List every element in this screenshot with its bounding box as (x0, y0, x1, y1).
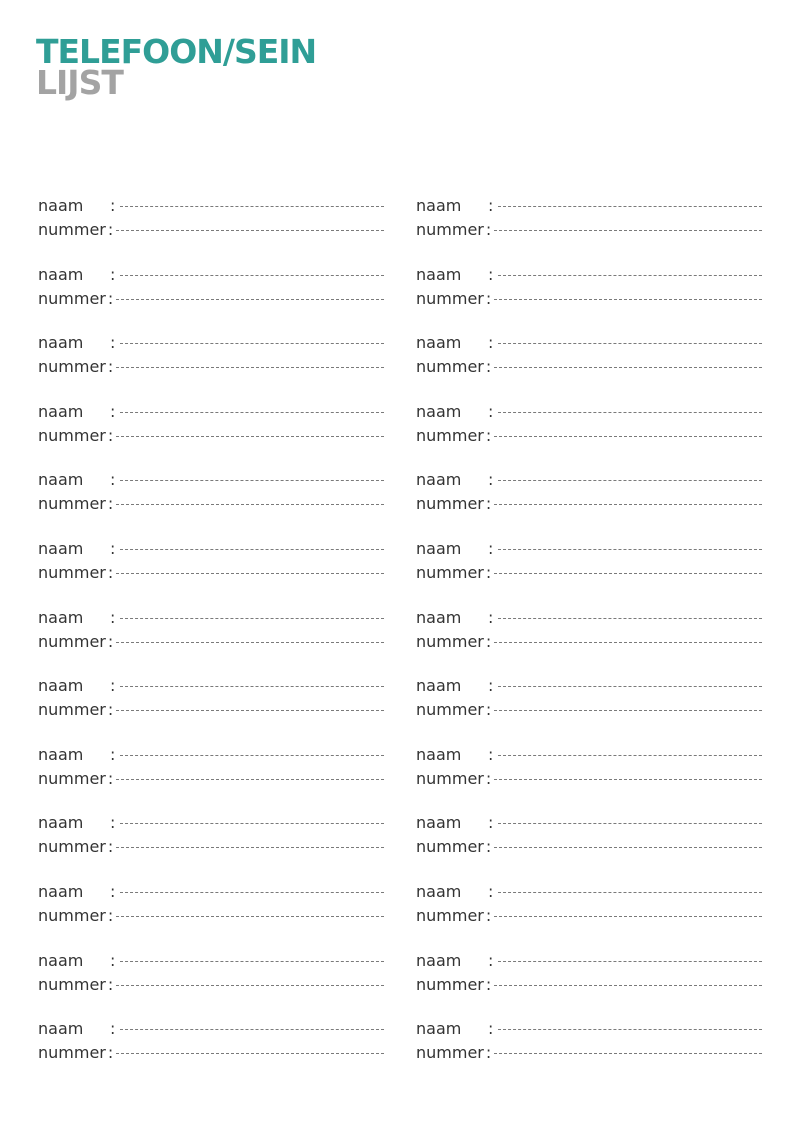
name-row (416, 1019, 762, 1043)
number-label: nummer (38, 494, 106, 514)
name-row (416, 196, 762, 220)
name-label: naam (38, 1019, 84, 1039)
number-label: nummer (416, 700, 484, 720)
separator: : (107, 562, 114, 582)
name-field (498, 823, 762, 824)
separator: : (107, 905, 114, 925)
name-field (498, 892, 762, 893)
name-field (498, 1029, 762, 1030)
name-row (416, 608, 762, 632)
number-row (38, 700, 384, 724)
name-label: naam (416, 881, 462, 901)
separator: : (485, 494, 492, 514)
separator: : (107, 1043, 114, 1063)
number-row (416, 975, 762, 999)
phone-entry (416, 265, 762, 334)
phone-entry (416, 608, 762, 677)
number-field (116, 367, 384, 368)
number-field (116, 847, 384, 848)
name-label: naam (38, 676, 84, 696)
phone-entry (416, 539, 762, 608)
phone-entry (416, 1019, 762, 1088)
number-label: nummer (38, 562, 106, 582)
name-field (120, 823, 384, 824)
number-label: nummer (416, 220, 484, 239)
number-field (116, 436, 384, 437)
name-field (120, 412, 384, 413)
number-field (116, 573, 384, 574)
name-label: naam (416, 676, 462, 696)
separator: : (488, 538, 494, 558)
phone-entry (38, 813, 384, 882)
phone-entry (38, 265, 384, 334)
number-field (494, 367, 762, 368)
number-row (38, 220, 384, 244)
name-label: naam (416, 470, 462, 490)
number-row (416, 426, 762, 450)
phone-entry (416, 196, 762, 265)
separator: : (488, 1019, 494, 1039)
number-field (494, 779, 762, 780)
number-label: nummer (416, 768, 484, 788)
phone-entry (38, 882, 384, 951)
name-row (416, 745, 762, 769)
separator: : (107, 357, 114, 377)
phone-entry (416, 882, 762, 951)
name-label: naam (416, 264, 462, 284)
number-label: nummer (416, 562, 484, 582)
separator: : (107, 425, 114, 445)
number-label: nummer (416, 494, 484, 514)
name-field (498, 343, 762, 344)
separator: : (485, 562, 492, 582)
number-label: nummer (416, 905, 484, 925)
phone-entry (38, 402, 384, 471)
separator: : (485, 768, 492, 788)
separator: : (488, 813, 494, 833)
phone-entry (38, 470, 384, 539)
number-label: nummer (416, 425, 484, 445)
phone-entry (38, 745, 384, 814)
separator: : (110, 813, 116, 833)
separator: : (488, 333, 494, 353)
separator: : (110, 744, 116, 764)
separator: : (107, 220, 114, 239)
number-field (116, 916, 384, 917)
name-label: naam (38, 401, 84, 421)
separator: : (485, 357, 492, 377)
number-label: nummer (38, 631, 106, 651)
name-label: naam (38, 744, 84, 764)
separator: : (110, 538, 116, 558)
name-field (120, 480, 384, 481)
name-label: naam (416, 401, 462, 421)
separator: : (488, 196, 494, 215)
separator: : (485, 974, 492, 994)
name-field (498, 480, 762, 481)
number-label: nummer (416, 631, 484, 651)
separator: : (110, 264, 116, 284)
page-title (36, 32, 317, 102)
phone-entry (38, 196, 384, 265)
name-label: naam (416, 950, 462, 970)
title-line-1: TELEFOON/SEIN (36, 32, 317, 71)
name-row (416, 882, 762, 906)
phone-entry (38, 539, 384, 608)
name-label: naam (38, 607, 84, 627)
number-row (416, 563, 762, 587)
name-field (120, 275, 384, 276)
number-label: nummer (38, 357, 106, 377)
number-field (494, 642, 762, 643)
number-label: nummer (38, 288, 106, 308)
name-field (120, 892, 384, 893)
phone-entry (416, 676, 762, 745)
number-row (38, 837, 384, 861)
number-field (116, 642, 384, 643)
name-field (120, 206, 384, 207)
name-field (120, 343, 384, 344)
name-field (120, 961, 384, 962)
number-row (416, 494, 762, 518)
separator: : (107, 631, 114, 651)
number-label: nummer (38, 905, 106, 925)
number-row (38, 906, 384, 930)
number-row (38, 975, 384, 999)
number-label: nummer (416, 1043, 484, 1063)
name-row (38, 470, 384, 494)
name-row (38, 608, 384, 632)
name-label: naam (38, 470, 84, 490)
separator: : (488, 401, 494, 421)
name-field (120, 755, 384, 756)
number-label: nummer (38, 974, 106, 994)
number-field (116, 710, 384, 711)
phone-entry (38, 676, 384, 745)
number-row (416, 700, 762, 724)
separator: : (488, 607, 494, 627)
name-row (38, 402, 384, 426)
number-row (38, 769, 384, 793)
separator: : (110, 196, 116, 215)
phone-entry (38, 951, 384, 1020)
number-label: nummer (38, 700, 106, 720)
separator: : (110, 470, 116, 490)
number-row (38, 426, 384, 450)
number-label: nummer (38, 1043, 106, 1063)
name-label: naam (38, 813, 84, 833)
phone-entry (416, 470, 762, 539)
name-row (416, 265, 762, 289)
number-field (494, 847, 762, 848)
phone-entry (38, 1019, 384, 1088)
number-row (38, 563, 384, 587)
phone-entry (38, 608, 384, 677)
name-row (416, 402, 762, 426)
number-field (494, 710, 762, 711)
name-row (38, 333, 384, 357)
number-field (494, 1053, 762, 1054)
number-label: nummer (416, 288, 484, 308)
separator: : (110, 607, 116, 627)
phone-entry (416, 745, 762, 814)
separator: : (110, 401, 116, 421)
separator: : (110, 881, 116, 901)
number-label: nummer (416, 974, 484, 994)
number-field (116, 1053, 384, 1054)
number-label: nummer (38, 220, 106, 239)
number-row (38, 357, 384, 381)
name-label: naam (38, 333, 84, 353)
name-row (416, 333, 762, 357)
number-field (116, 230, 384, 231)
separator: : (488, 950, 494, 970)
name-row (38, 676, 384, 700)
name-label: naam (38, 538, 84, 558)
number-row (416, 837, 762, 861)
name-label: naam (38, 950, 84, 970)
name-field (498, 686, 762, 687)
title-line-2: LIJST (36, 63, 123, 102)
number-row (416, 769, 762, 793)
name-row (416, 951, 762, 975)
number-field (494, 504, 762, 505)
name-label: naam (416, 538, 462, 558)
phone-entry (416, 951, 762, 1020)
separator: : (107, 974, 114, 994)
name-label: naam (38, 264, 84, 284)
name-row (38, 539, 384, 563)
name-field (498, 412, 762, 413)
number-row (416, 357, 762, 381)
name-row (38, 265, 384, 289)
name-row (416, 470, 762, 494)
phone-entry (416, 333, 762, 402)
name-field (120, 618, 384, 619)
name-field (498, 206, 762, 207)
number-label: nummer (38, 768, 106, 788)
phone-list-column-left (38, 196, 384, 1088)
number-row (38, 632, 384, 656)
name-row (416, 539, 762, 563)
name-label: naam (416, 744, 462, 764)
name-label: naam (38, 881, 84, 901)
name-label: naam (416, 607, 462, 627)
number-row (416, 632, 762, 656)
name-label: naam (416, 1019, 462, 1039)
number-field (494, 230, 762, 231)
separator: : (485, 1043, 492, 1063)
name-field (120, 1029, 384, 1030)
number-label: nummer (416, 837, 484, 857)
separator: : (107, 494, 114, 514)
number-row (416, 220, 762, 244)
number-field (116, 985, 384, 986)
separator: : (110, 1019, 116, 1039)
name-field (498, 549, 762, 550)
number-field (116, 504, 384, 505)
separator: : (485, 288, 492, 308)
name-row (38, 745, 384, 769)
phone-entry (416, 402, 762, 471)
name-row (38, 813, 384, 837)
name-row (416, 813, 762, 837)
name-row (38, 196, 384, 220)
name-label: naam (416, 813, 462, 833)
number-field (494, 299, 762, 300)
number-row (416, 289, 762, 313)
separator: : (107, 768, 114, 788)
phone-entry (38, 333, 384, 402)
separator: : (488, 470, 494, 490)
name-row (416, 676, 762, 700)
name-label: naam (416, 333, 462, 353)
name-label: naam (38, 196, 84, 215)
number-label: nummer (38, 837, 106, 857)
phone-list (38, 196, 762, 1088)
name-field (498, 961, 762, 962)
separator: : (110, 950, 116, 970)
separator: : (110, 676, 116, 696)
number-field (494, 573, 762, 574)
separator: : (488, 881, 494, 901)
number-row (416, 1043, 762, 1067)
separator: : (107, 700, 114, 720)
separator: : (485, 425, 492, 445)
number-field (494, 985, 762, 986)
separator: : (110, 333, 116, 353)
number-field (494, 916, 762, 917)
separator: : (488, 676, 494, 696)
number-label: nummer (416, 357, 484, 377)
number-row (38, 1043, 384, 1067)
separator: : (488, 744, 494, 764)
name-field (498, 755, 762, 756)
name-field (498, 275, 762, 276)
separator: : (485, 220, 492, 239)
name-field (498, 618, 762, 619)
phone-entry (416, 813, 762, 882)
name-row (38, 1019, 384, 1043)
name-field (120, 686, 384, 687)
number-row (416, 906, 762, 930)
separator: : (485, 631, 492, 651)
name-label: naam (416, 196, 462, 215)
number-field (116, 299, 384, 300)
separator: : (488, 264, 494, 284)
separator: : (485, 700, 492, 720)
number-row (38, 494, 384, 518)
number-field (116, 779, 384, 780)
name-row (38, 951, 384, 975)
number-label: nummer (38, 425, 106, 445)
phone-list-column-right (416, 196, 762, 1088)
separator: : (107, 288, 114, 308)
name-row (38, 882, 384, 906)
separator: : (485, 905, 492, 925)
number-field (494, 436, 762, 437)
separator: : (485, 837, 492, 857)
separator: : (107, 837, 114, 857)
name-field (120, 549, 384, 550)
number-row (38, 289, 384, 313)
